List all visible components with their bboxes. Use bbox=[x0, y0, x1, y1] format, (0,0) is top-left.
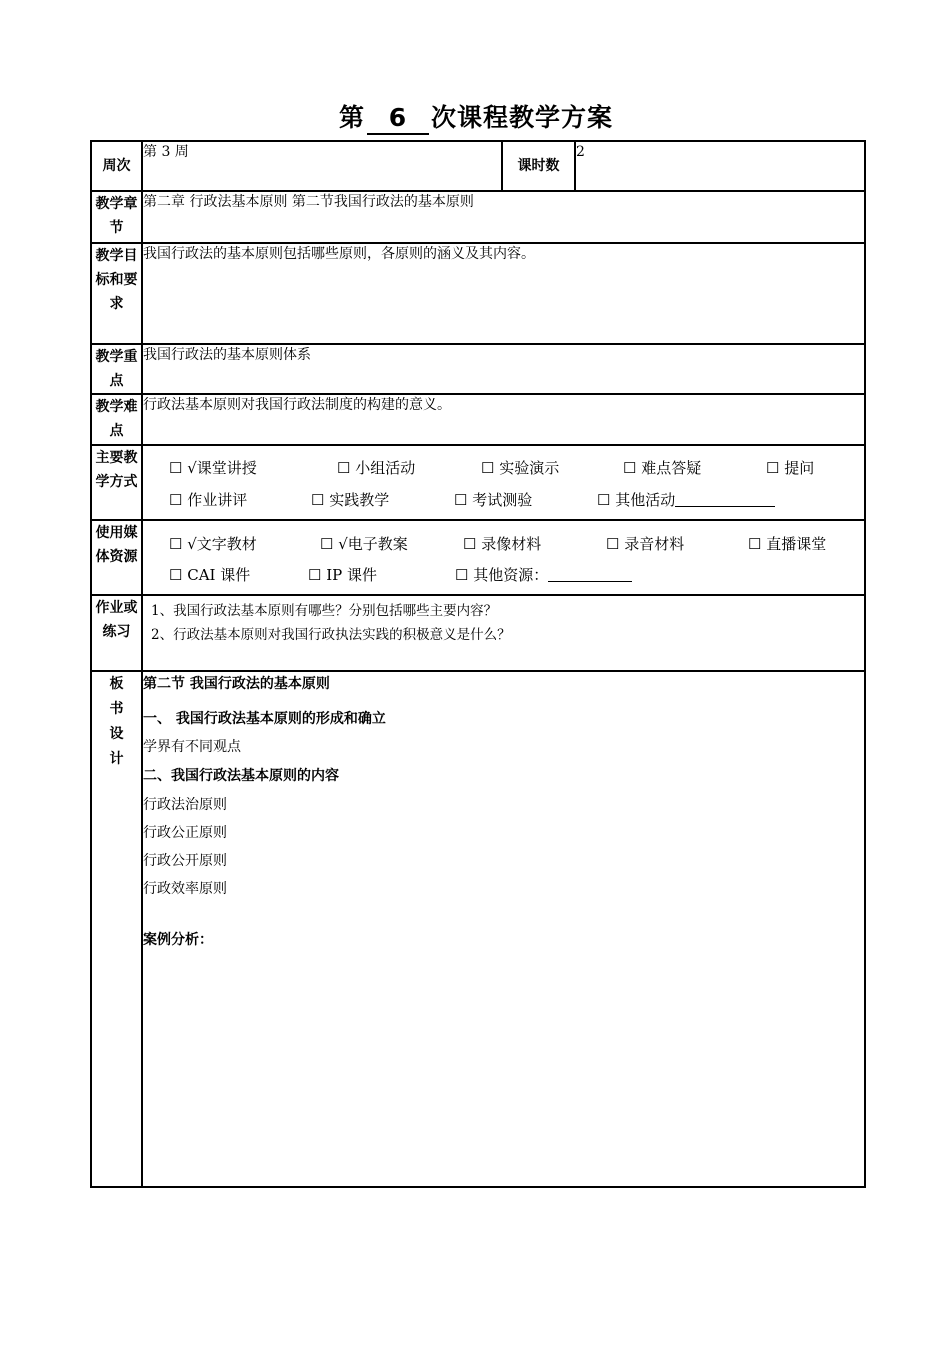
checkbox-cai[interactable]: ☐ CAI 课件 bbox=[169, 566, 251, 584]
board-case-title: 案例分析： bbox=[143, 932, 213, 948]
week-label: 周次 bbox=[91, 141, 142, 191]
board-part2-title: 二、我国行政法基本原则的内容 bbox=[143, 768, 339, 784]
hours-value: 2 bbox=[575, 141, 865, 191]
lesson-number: 6 bbox=[367, 103, 429, 135]
board-principle: 行政公开原则 bbox=[143, 853, 227, 869]
board-row bbox=[91, 671, 865, 1187]
difficulties-label: 教学难点 bbox=[91, 394, 142, 445]
board-principle: 行政法治原则 bbox=[143, 797, 227, 813]
difficulties-value: 行政法基本原则对我国行政法制度的构建的意义。 bbox=[142, 394, 865, 445]
homework-row bbox=[91, 595, 865, 671]
key-points-value: 我国行政法的基本原则体系 bbox=[142, 344, 865, 394]
board-label bbox=[91, 671, 142, 1187]
key-points-label: 教学重点 bbox=[91, 344, 142, 394]
media-row-1 bbox=[169, 529, 864, 560]
checkbox-group-activity[interactable]: ☐ 小组活动 bbox=[337, 459, 416, 477]
checkbox-lecture[interactable]: ☐ √课堂讲授 bbox=[169, 459, 257, 477]
chapter-row bbox=[91, 191, 865, 243]
week-value: 第 3 周 bbox=[142, 141, 502, 191]
checkbox-live-class[interactable]: ☐ 直播课堂 bbox=[748, 535, 827, 553]
media-row bbox=[91, 520, 865, 595]
title-suffix: 次课程教学方案 bbox=[431, 103, 614, 132]
goals-value: 我国行政法的基本原则包括哪些原则，各原则的涵义及其内容。 bbox=[142, 243, 865, 344]
homework-item: 1、我国行政法基本原则有哪些？分别包括哪些主要内容？ bbox=[151, 603, 498, 619]
board-content bbox=[142, 671, 865, 1187]
methods-options bbox=[142, 445, 865, 520]
checkbox-e-lesson-plan[interactable]: ☐ √电子教案 bbox=[320, 535, 408, 553]
media-options bbox=[142, 520, 865, 595]
methods-label: 主要教学方式 bbox=[91, 445, 142, 520]
checkbox-exam[interactable]: ☐ 考试测验 bbox=[454, 491, 533, 509]
page-title bbox=[0, 98, 952, 138]
checkbox-qa[interactable]: ☐ 难点答疑 bbox=[623, 459, 702, 477]
media-row-2 bbox=[169, 560, 864, 591]
media-label: 使用媒体资源 bbox=[91, 520, 142, 595]
checkbox-homework-review[interactable]: ☐ 作业讲评 bbox=[169, 491, 248, 509]
chapter-value: 第二章 行政法基本原则 第二节我国行政法的基本原则 bbox=[142, 191, 865, 243]
board-principle: 行政公正原则 bbox=[143, 825, 227, 841]
title-prefix: 第 bbox=[338, 103, 365, 132]
board-part1-text: 学界有不同观点 bbox=[143, 739, 241, 755]
key-points-row bbox=[91, 344, 865, 394]
checkbox-experiment[interactable]: ☐ 实验演示 bbox=[481, 459, 560, 477]
checkbox-textbook[interactable]: ☐ √文字教材 bbox=[169, 535, 257, 553]
checkbox-ip[interactable]: ☐ IP 课件 bbox=[308, 566, 378, 584]
goals-row bbox=[91, 243, 865, 344]
homework-items bbox=[142, 595, 865, 671]
methods-row-2 bbox=[169, 484, 864, 516]
goals-label: 教学目标和要求 bbox=[91, 243, 142, 344]
checkbox-other-activity[interactable]: ☐ 其他活动 bbox=[597, 491, 676, 509]
checkbox-other-resources[interactable]: ☐ 其他资源： bbox=[455, 566, 549, 584]
other-resources-blank[interactable] bbox=[548, 565, 632, 582]
homework-item: 2、行政法基本原则对我国行政执法实践的积极意义是什么？ bbox=[151, 627, 511, 643]
other-activity-blank[interactable] bbox=[675, 490, 775, 507]
checkbox-audio[interactable]: ☐ 录音材料 bbox=[606, 535, 685, 553]
board-section-title: 第二节 我国行政法的基本原则 bbox=[143, 676, 330, 692]
methods-row-1 bbox=[169, 452, 864, 484]
chapter-label: 教学章节 bbox=[91, 191, 142, 243]
difficulties-row bbox=[91, 394, 865, 445]
board-label-text: 板书设计 bbox=[109, 676, 124, 767]
checkbox-questioning[interactable]: ☐ 提问 bbox=[766, 459, 815, 477]
board-principle: 行政效率原则 bbox=[143, 881, 227, 897]
lesson-plan-table bbox=[90, 140, 866, 1188]
methods-row bbox=[91, 445, 865, 520]
hours-label: 课时数 bbox=[502, 141, 575, 191]
week-row bbox=[91, 141, 865, 191]
board-part1-title: 一、 我国行政法基本原则的形成和确立 bbox=[143, 711, 386, 727]
checkbox-video[interactable]: ☐ 录像材料 bbox=[463, 535, 542, 553]
checkbox-practice[interactable]: ☐ 实践教学 bbox=[311, 491, 390, 509]
homework-label: 作业或练习 bbox=[91, 595, 142, 671]
